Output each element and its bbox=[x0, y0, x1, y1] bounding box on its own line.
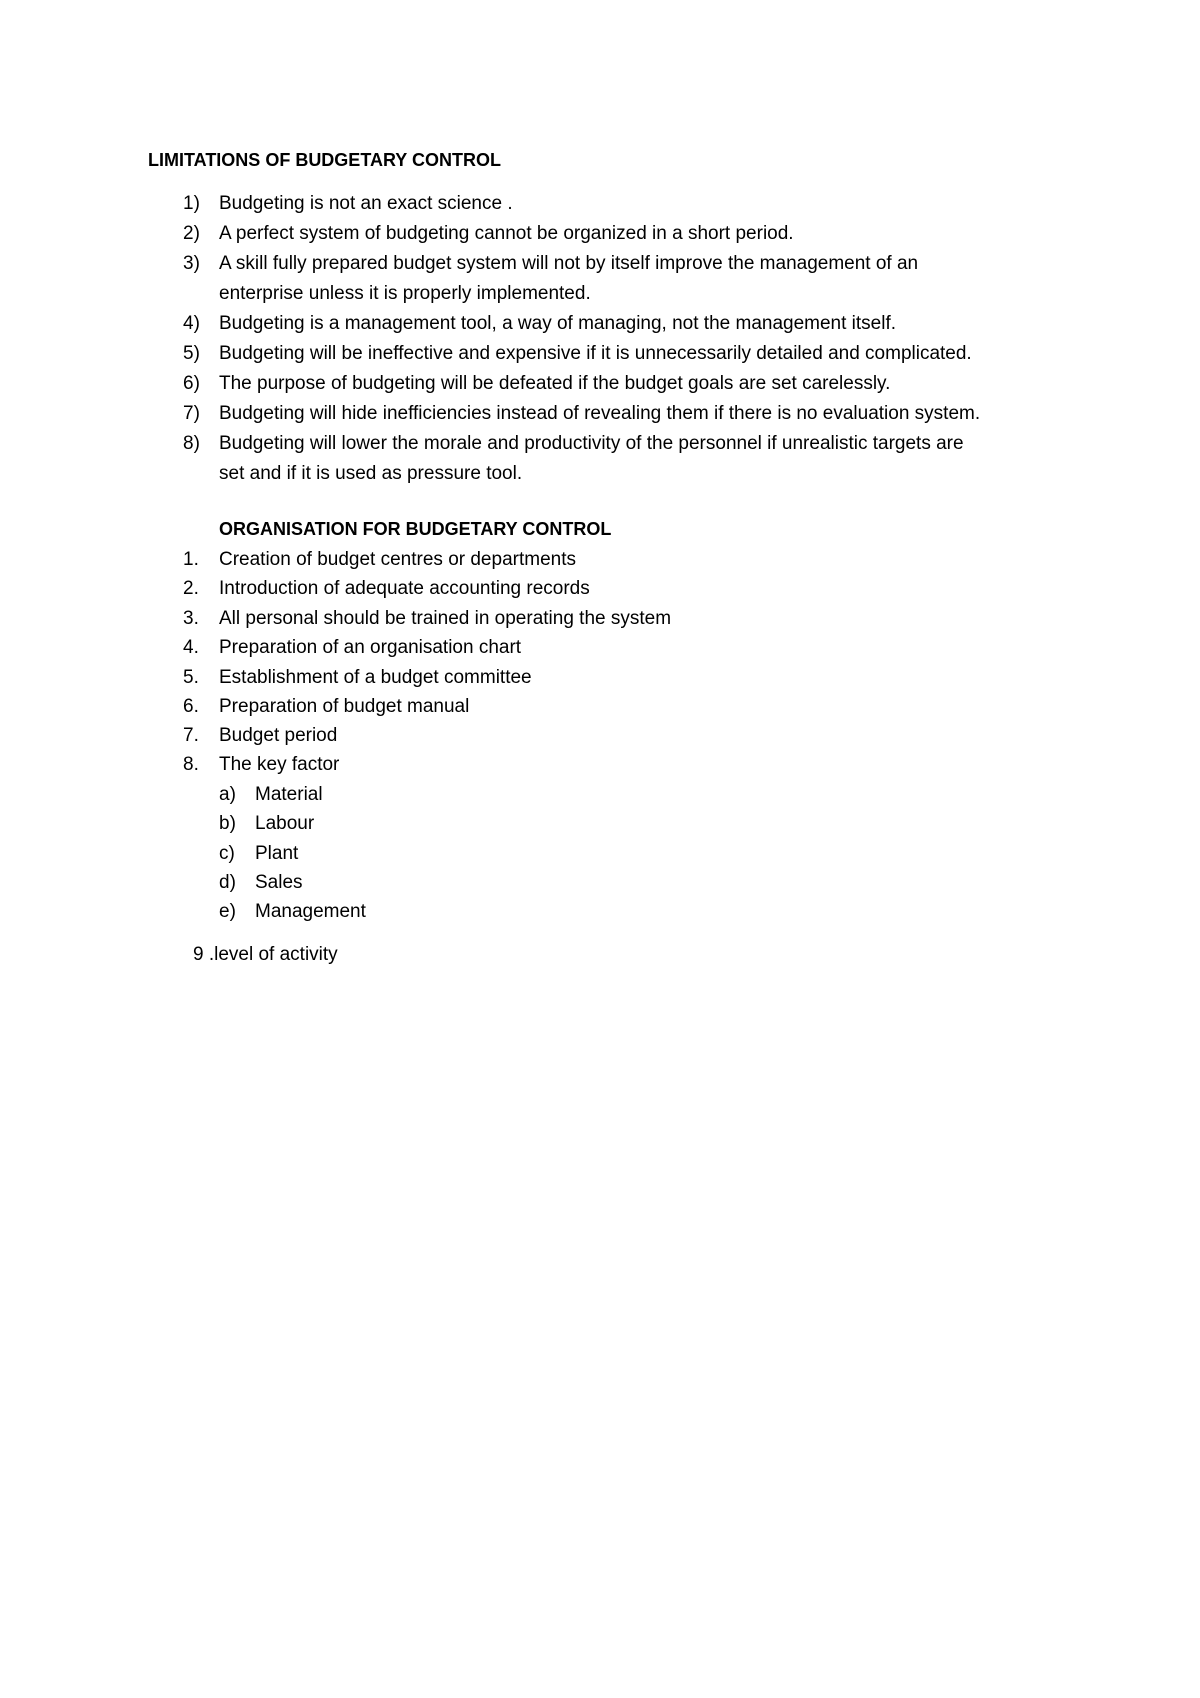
list-item-number: 1. bbox=[183, 549, 199, 570]
sub-list-item-letter: d) bbox=[219, 872, 236, 893]
sub-list-item-text: Plant bbox=[255, 843, 299, 864]
sub-list-item-letter: b) bbox=[219, 813, 236, 834]
sub-list-item-text: Material bbox=[255, 784, 323, 805]
list-item-number: 4. bbox=[183, 637, 199, 658]
list-item-text: Budgeting is not an exact science . bbox=[219, 193, 513, 214]
list-item-number: 8) bbox=[183, 433, 200, 454]
list-item-continuation: enterprise unless it is properly implemented. bbox=[219, 283, 591, 304]
list-item-continuation: set and if it is used as pressure tool. bbox=[219, 463, 523, 484]
list-item-text: Budgeting will lower the morale and productivity of the personnel if unrealistic targets are bbox=[219, 433, 964, 454]
limitations-heading: LIMITATIONS OF BUDGETARY CONTROL bbox=[148, 150, 501, 170]
sub-list-item-letter: c) bbox=[219, 843, 235, 864]
list-item-text: Creation of budget centres or departments bbox=[219, 549, 576, 570]
list-item-text: A perfect system of budgeting cannot be organized in a short period. bbox=[219, 223, 794, 244]
list-item-text: Preparation of an organisation chart bbox=[219, 637, 522, 658]
sub-list-item-letter: e) bbox=[219, 901, 236, 922]
list-item-text: Budgeting will hide inefficiencies instead of revealing them if there is no evaluation system. bbox=[219, 403, 981, 424]
list-item-text: The purpose of budgeting will be defeated if the budget goals are set carelessly. bbox=[219, 373, 891, 394]
list-item-text: Preparation of budget manual bbox=[219, 696, 470, 717]
list-item-number: 5. bbox=[183, 667, 199, 688]
list-item-number: 3. bbox=[183, 608, 199, 629]
list-item-text: Budget period bbox=[219, 725, 338, 746]
list-item-number: 1) bbox=[183, 193, 200, 214]
list-item-number: 2) bbox=[183, 223, 200, 244]
list-item-text: Establishment of a budget committee bbox=[219, 667, 532, 688]
sub-list-item-text: Management bbox=[255, 901, 366, 922]
list-item-text: All personal should be trained in operating the system bbox=[219, 608, 672, 629]
list-item-number: 6) bbox=[183, 373, 200, 394]
list-item-number: 7) bbox=[183, 403, 200, 424]
list-item-number: 8. bbox=[183, 754, 199, 775]
sub-list-item-letter: a) bbox=[219, 784, 236, 805]
organisation-heading: ORGANISATION FOR BUDGETARY CONTROL bbox=[219, 519, 612, 539]
sub-list-item-text: Labour bbox=[255, 813, 315, 834]
sub-list-item-text: Sales bbox=[255, 872, 303, 893]
list-item-text: A skill fully prepared budget system will not by itself improve the management of an bbox=[219, 253, 919, 274]
level-of-activity-item: 9 .level of activity bbox=[193, 944, 338, 965]
list-item-text: Budgeting is a management tool, a way of managing, not the management itself. bbox=[219, 313, 897, 334]
list-item-number: 7. bbox=[183, 725, 199, 746]
list-item-number: 6. bbox=[183, 696, 199, 717]
list-item-number: 2. bbox=[183, 578, 199, 599]
list-item-text: Budgeting will be ineffective and expensive if it is unnecessarily detailed and complicated. bbox=[219, 343, 972, 364]
list-item-number: 5) bbox=[183, 343, 200, 364]
list-item-text: Introduction of adequate accounting records bbox=[219, 578, 590, 599]
list-item-number: 3) bbox=[183, 253, 200, 274]
list-item-text: The key factor bbox=[219, 754, 340, 775]
list-item-number: 4) bbox=[183, 313, 200, 334]
